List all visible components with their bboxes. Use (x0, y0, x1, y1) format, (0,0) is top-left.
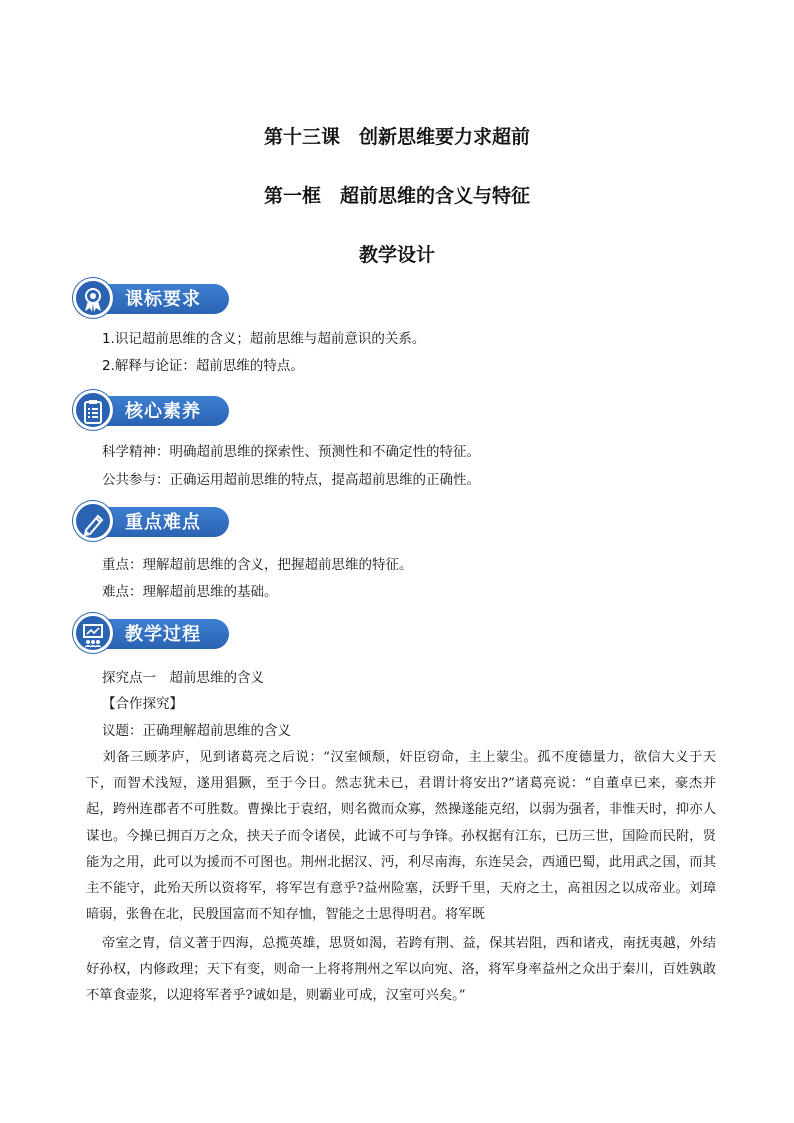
section-title: 第一框 超前思维的含义与特征 (263, 185, 530, 207)
clipboard-list-icon (82, 399, 104, 425)
literacy-heading: 核心素养 (125, 401, 201, 422)
curriculum-item-1: 1.识记超前思维的含义；超前思维与超前意识的关系。 (102, 331, 426, 347)
literacy-banner (73, 390, 230, 430)
keypoints-heading: 重点难点 (125, 512, 201, 533)
literacy-item-2: 公共参与：正确运用超前思维的特点，提高超前思维的正确性。 (102, 472, 480, 488)
process-banner (73, 613, 230, 653)
process-item-3: 议题：正确理解超前思维的含义 (102, 723, 291, 739)
presentation-icon (82, 622, 104, 648)
passage-text-2: 帝室之胄，信义著于四海，总揽英雄，思贤如渴，若跨有荆、益，保其岩阻，西和诸戎，南抚夷越，外结好孙权，内修政理；天下有变，则命一上将将荆州之军以向宛、洛，将军身率益州之众出于秦川，百姓孰敢不箪食壶浆，以迎将军者乎?诚如是，则霸业可成，汉室可兴矣。” (86, 936, 716, 1004)
literacy-item-1: 科学精神：明确超前思维的探索性、预测性和不确定性的特征。 (102, 444, 480, 460)
passage-paragraph-2 (86, 931, 716, 1010)
process-item-1: 探究点一 超前思维的含义 (102, 670, 264, 686)
pencil-icon (82, 510, 104, 536)
keypoints-item-1: 重点：理解超前思维的含义，把握超前思维的特征。 (102, 557, 413, 573)
process-heading: 教学过程 (125, 624, 201, 645)
process-item-2: 【合作探究】 (102, 696, 183, 712)
curriculum-banner (73, 278, 230, 318)
award-medal-icon (82, 287, 104, 313)
keypoints-item-2: 难点：理解超前思维的基础。 (102, 584, 278, 600)
passage-text-1: 刘备三顾茅庐，见到诸葛亮之后说：“汉室倾颓，奸臣窃命，主上蒙尘。孤不度德量力，欲信大义于天下，而智术浅短，遂用猖獗，至于今日。然志犹未已，君谓计将安出?”诸葛亮说：“自董卓已来，豪杰并起，跨州连郡者不可胜数。曹操比于袁绍，则名微而众寡，然操遂能克绍，以弱为强者，非惟天时，抑亦人谋也。今操已拥百万之众，挟天子而令诸侯，此诚不可与争锋。孙权据有江东，已历三世，国险而民附，贤能为之用，此可以为援而不可图也。荆州北据汉、沔，利尽南海，东连吴会，西通巴蜀，此用武之国，而其主不能守，此殆天所以资将军，将军岂有意乎?益州险塞，沃野千里，天府之土，高祖因之以成帝业。刘璋暗弱，张鲁在北，民殷国富而不知存恤，智能之士思得明君。将军既 (86, 750, 716, 923)
curriculum-heading: 课标要求 (125, 289, 201, 310)
keypoints-banner (73, 501, 230, 541)
doc-subtitle: 教学设计 (358, 244, 435, 266)
curriculum-item-2: 2.解释与论证：超前思维的特点。 (102, 358, 304, 374)
passage-paragraph-1 (86, 745, 716, 928)
lesson-title: 第十三课 创新思维要力求超前 (263, 126, 530, 148)
